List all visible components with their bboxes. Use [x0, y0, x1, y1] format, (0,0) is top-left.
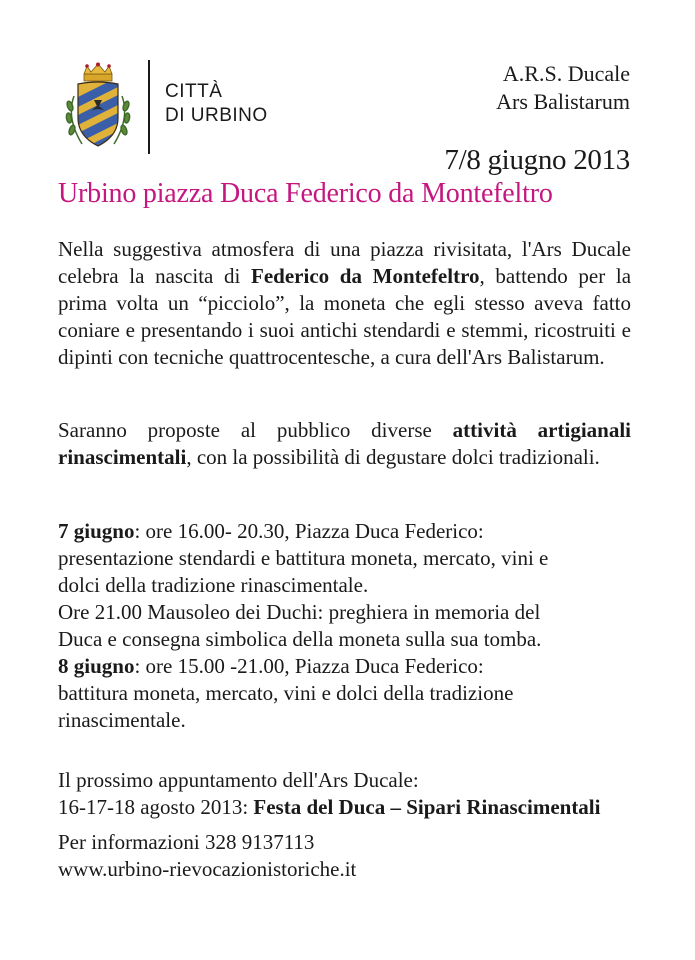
footer [58, 767, 600, 883]
shield-icon [68, 72, 128, 154]
organizer-block [496, 60, 630, 116]
day1-time: : ore 16.00- 20.30, Piazza Duca Federico: [134, 519, 484, 543]
schedule-line: Duca e consegna simbolica della moneta sulla sua tomba. [58, 627, 542, 651]
day2-label: 8 giugno [58, 654, 135, 678]
city-logo-text [165, 80, 268, 128]
organizer-line-1: A.R.S. Ducale [502, 61, 630, 86]
event-date: 7/8 giugno 2013 [444, 144, 630, 176]
schedule-line: dolci della tradizione rinascimentale. [58, 573, 369, 597]
schedule-line: rinascimentale. [58, 708, 186, 732]
intro-paragraph [58, 236, 631, 371]
schedule [58, 518, 548, 734]
event-location: Urbino piazza Duca Federico da Montefeltro [58, 178, 553, 209]
next-event-line [58, 794, 600, 821]
next-event-intro: Il prossimo appuntamento dell'Ars Ducale: [58, 768, 419, 792]
activities-paragraph [58, 417, 631, 471]
crown-icon [84, 63, 112, 82]
coat-of-arms-icon [58, 62, 138, 154]
activities-text-1: Saranno proposte al pubblico diverse [58, 418, 453, 442]
schedule-line: Ore 21.00 Mausoleo dei Duchi: preghiera in memoria del [58, 600, 541, 624]
city-line-2: DI URBINO [165, 105, 268, 126]
schedule-line [58, 518, 548, 545]
schedule-line: presentazione stendardi e battitura moneta, mercato, vini e [58, 546, 549, 570]
contact-phone: Per informazioni 328 9137113 [58, 830, 315, 854]
website-link[interactable]: www.urbino-rievocazionistoriche.it [58, 857, 357, 881]
organizer-line-2: Ars Balistarum [496, 89, 630, 114]
schedule-line [58, 653, 548, 680]
next-event-name: Festa del Duca – Sipari Rinascimentali [253, 795, 601, 819]
logo-divider [148, 60, 150, 154]
day2-time: : ore 15.00 -21.00, Piazza Duca Federico: [134, 654, 484, 678]
day1-label: 7 giugno [58, 519, 135, 543]
intro-text-1: Nella suggestiva atmosfera di una piazza rivisitata, l'Ars Ducale celebra la nascita di [58, 237, 631, 288]
intro-text-2: , battendo per la prima volta un “picciolo”, la moneta che egli stesso aveva fatto coniare e presentando i suoi antichi stendardi e stemmi, ricostruiti e dipinti con tecniche quattrocentesche, a cura dell'Ars Balistarum. [58, 264, 632, 369]
activities-text-2: , con la possibilità di degustare dolci tradizionali. [186, 445, 600, 469]
city-line-1: CITTÀ [165, 81, 223, 102]
intro-highlight: Federico da Montefeltro [251, 264, 480, 288]
schedule-line: battitura moneta, mercato, vini e dolci della tradizione [58, 681, 514, 705]
activities-highlight: attività artigianali rinascimentali [58, 418, 632, 469]
next-event-dates: 16-17-18 agosto 2013: [58, 795, 254, 819]
